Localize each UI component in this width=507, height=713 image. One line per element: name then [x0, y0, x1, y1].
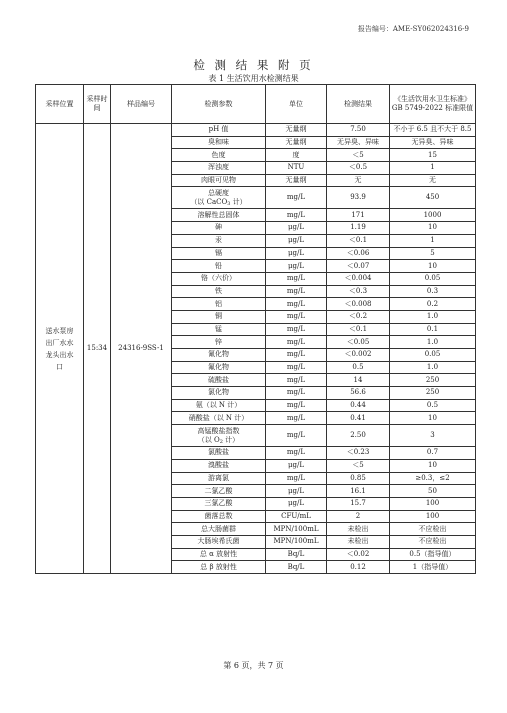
test-result: ＜0.23: [327, 447, 390, 460]
parameter-name: 臭和味: [172, 136, 266, 149]
test-result: ＜0.02: [327, 548, 390, 561]
standard-limit: 1.0: [390, 361, 476, 374]
parameter-name: 氰化物: [172, 349, 266, 362]
parameter-name: 锌: [172, 336, 266, 349]
col-header-limit: 《生活饮用水卫生标准》GB 5749-2022 标准限值: [390, 85, 476, 124]
standard-limit: 0.5（指导值）: [390, 548, 476, 561]
test-result: 未检出: [327, 523, 390, 536]
parameter-name: 氨（以 N 计）: [172, 399, 266, 412]
parameter-name: 硝酸盐（以 N 计）: [172, 412, 266, 425]
test-result: 14: [327, 374, 390, 387]
unit: μg/L: [266, 222, 327, 235]
parameter-name: 铬（六价）: [172, 272, 266, 285]
test-result: ＜5: [327, 149, 390, 162]
standard-limit: 250: [390, 387, 476, 400]
parameter-name: 镉: [172, 247, 266, 260]
parameter-name: 三氯乙酸: [172, 497, 266, 510]
unit: mg/L: [266, 387, 327, 400]
test-result: ＜0.06: [327, 247, 390, 260]
unit: mg/L: [266, 349, 327, 362]
parameter-name: 总 β 放射性: [172, 561, 266, 574]
test-result: 171: [327, 209, 390, 222]
standard-limit: 0.05: [390, 272, 476, 285]
standard-limit: 1（指导值）: [390, 561, 476, 574]
parameter-name: 砷: [172, 222, 266, 235]
col-header-result: 检测结果: [327, 85, 390, 124]
standard-limit: 10: [390, 222, 476, 235]
test-result: ＜0.004: [327, 272, 390, 285]
results-table: [35, 84, 476, 574]
unit: MPN/100mL: [266, 523, 327, 536]
standard-limit: 无异臭、异味: [390, 136, 476, 149]
test-result: 56.6: [327, 387, 390, 400]
unit: CFU/mL: [266, 510, 327, 523]
parameter-name-subscript: 2: [219, 438, 223, 445]
unit: μg/L: [266, 247, 327, 260]
standard-limit: 1.0: [390, 336, 476, 349]
parameter-name: 溶解性总固体: [172, 209, 266, 222]
standard-limit: 10: [390, 459, 476, 472]
test-result: ＜0.1: [327, 234, 390, 247]
col-header-unit: 单位: [266, 85, 327, 124]
standard-limit: 50: [390, 485, 476, 498]
standard-limit: 450: [390, 187, 476, 209]
test-result: 0.44: [327, 399, 390, 412]
parameter-name-suffix: 计）: [222, 435, 240, 444]
parameter-name: 总大肠菌群: [172, 523, 266, 536]
standard-limit: 不应检出: [390, 535, 476, 548]
unit: mg/L: [266, 187, 327, 209]
test-result: ＜0.05: [327, 336, 390, 349]
parameter-name: 汞: [172, 234, 266, 247]
standard-limit: 3: [390, 425, 476, 447]
sampling-time: 15:34: [84, 124, 111, 574]
test-result: 0.85: [327, 472, 390, 485]
test-result: ＜0.002: [327, 349, 390, 362]
unit: mg/L: [266, 272, 327, 285]
standard-limit: 100: [390, 510, 476, 523]
table-header-row: [36, 85, 476, 124]
parameter-name: 氯化物: [172, 387, 266, 400]
parameter-name: 肉眼可见物: [172, 174, 266, 187]
unit: μg/L: [266, 459, 327, 472]
col-header-location: 采样位置: [36, 85, 84, 124]
test-result: 无: [327, 174, 390, 187]
unit: μg/L: [266, 497, 327, 510]
standard-limit: 不应检出: [390, 523, 476, 536]
parameter-name-subscript: 3: [227, 200, 231, 207]
test-result: 1.19: [327, 222, 390, 235]
parameter-name: 菌落总数: [172, 510, 266, 523]
unit: mg/L: [266, 412, 327, 425]
parameter-name: 硫酸盐: [172, 374, 266, 387]
unit: mg/L: [266, 472, 327, 485]
standard-limit: 0.5: [390, 399, 476, 412]
unit: mg/L: [266, 374, 327, 387]
unit: μg/L: [266, 485, 327, 498]
unit: 无量纲: [266, 174, 327, 187]
standard-limit: 250: [390, 374, 476, 387]
standard-limit: 15: [390, 149, 476, 162]
test-result: 93.9: [327, 187, 390, 209]
parameter-name: 溴酸盐: [172, 459, 266, 472]
standard-limit: 0.1: [390, 323, 476, 336]
parameter-name: 铝: [172, 298, 266, 311]
parameter-name: 氟化物: [172, 361, 266, 374]
standard-limit: 1: [390, 162, 476, 175]
test-result: ＜0.07: [327, 260, 390, 273]
test-result: 2: [327, 510, 390, 523]
test-result: 无异臭、异味: [327, 136, 390, 149]
standard-limit: 1000: [390, 209, 476, 222]
standard-limit: 0.3: [390, 285, 476, 298]
standard-limit: 100: [390, 497, 476, 510]
unit: mg/L: [266, 298, 327, 311]
unit: mg/L: [266, 310, 327, 323]
unit: NTU: [266, 162, 327, 175]
col-header-time: 采样时间: [84, 85, 111, 124]
parameter-name-prefix: （以 CaCO: [190, 197, 228, 206]
test-result: ＜0.5: [327, 162, 390, 175]
standard-limit: 10: [390, 412, 476, 425]
test-result: 15.7: [327, 497, 390, 510]
test-result: 0.41: [327, 412, 390, 425]
sampling-location: 送水泵房出厂水水龙头出水口: [36, 124, 84, 574]
page-number: 第 6 页，共 7 页: [223, 661, 284, 670]
parameter-name: 大肠埃希氏菌: [172, 535, 266, 548]
unit: mg/L: [266, 285, 327, 298]
page-title: 检 测 结 果 附 页: [193, 58, 314, 72]
parameter-name: 铜: [172, 310, 266, 323]
unit: Bq/L: [266, 561, 327, 574]
test-result: 0.12: [327, 561, 390, 574]
unit: 度: [266, 149, 327, 162]
table-caption: 表 1 生活饮用水检测结果: [208, 74, 299, 83]
standard-limit: 0.2: [390, 298, 476, 311]
parameter-name: 锰: [172, 323, 266, 336]
parameter-name: 浑浊度: [172, 162, 266, 175]
unit: mg/L: [266, 336, 327, 349]
parameter-name-line1: 总硬度: [208, 188, 229, 197]
test-result: 2.50: [327, 425, 390, 447]
test-result: ＜5: [327, 459, 390, 472]
test-result: 未检出: [327, 535, 390, 548]
parameter-name: 氯酸盐: [172, 447, 266, 460]
test-result: 7.50: [327, 124, 390, 137]
parameter-name: 总 α 放射性: [172, 548, 266, 561]
col-header-parameter: 检测参数: [172, 85, 266, 124]
standard-limit: 1.0: [390, 310, 476, 323]
unit: mg/L: [266, 447, 327, 460]
parameter-name: 铅: [172, 260, 266, 273]
parameter-name: [172, 187, 266, 209]
unit: Bq/L: [266, 548, 327, 561]
unit: mg/L: [266, 361, 327, 374]
standard-limit: ≥0.3，≤2: [390, 472, 476, 485]
standard-limit: 无: [390, 174, 476, 187]
parameter-name: [172, 425, 266, 447]
unit: 无量纲: [266, 136, 327, 149]
unit: μg/L: [266, 260, 327, 273]
unit: MPN/100mL: [266, 535, 327, 548]
test-result: 16.1: [327, 485, 390, 498]
parameter-name: 色度: [172, 149, 266, 162]
unit: mg/L: [266, 425, 327, 447]
test-result: ＜0.008: [327, 298, 390, 311]
parameter-name: pH 值: [172, 124, 266, 137]
parameter-name-prefix: （以 O: [197, 435, 220, 444]
parameter-name: 游离氯: [172, 472, 266, 485]
parameter-name: 铁: [172, 285, 266, 298]
parameter-name-line1: 高锰酸盐指数: [197, 426, 240, 435]
test-result: ＜0.1: [327, 323, 390, 336]
col-header-sample-id: 样品编号: [111, 85, 172, 124]
standard-limit: 0.7: [390, 447, 476, 460]
parameter-name-suffix: 计）: [230, 197, 247, 206]
test-result: ＜0.2: [327, 310, 390, 323]
sample-id: 24316-9SS-1: [111, 124, 172, 574]
standard-limit: 0.05: [390, 349, 476, 362]
standard-limit: 1: [390, 234, 476, 247]
test-result: ＜0.3: [327, 285, 390, 298]
unit: μg/L: [266, 234, 327, 247]
test-result: 0.5: [327, 361, 390, 374]
unit: 无量纲: [266, 124, 327, 137]
table-row: [36, 124, 476, 137]
parameter-name: 二氯乙酸: [172, 485, 266, 498]
unit: mg/L: [266, 209, 327, 222]
unit: mg/L: [266, 399, 327, 412]
standard-limit: 不小于 6.5 且不大于 8.5: [390, 124, 476, 137]
report-number: 报告编号：AME-SY062024316-9: [357, 25, 469, 33]
unit: mg/L: [266, 323, 327, 336]
standard-limit: 10: [390, 260, 476, 273]
standard-limit: 5: [390, 247, 476, 260]
